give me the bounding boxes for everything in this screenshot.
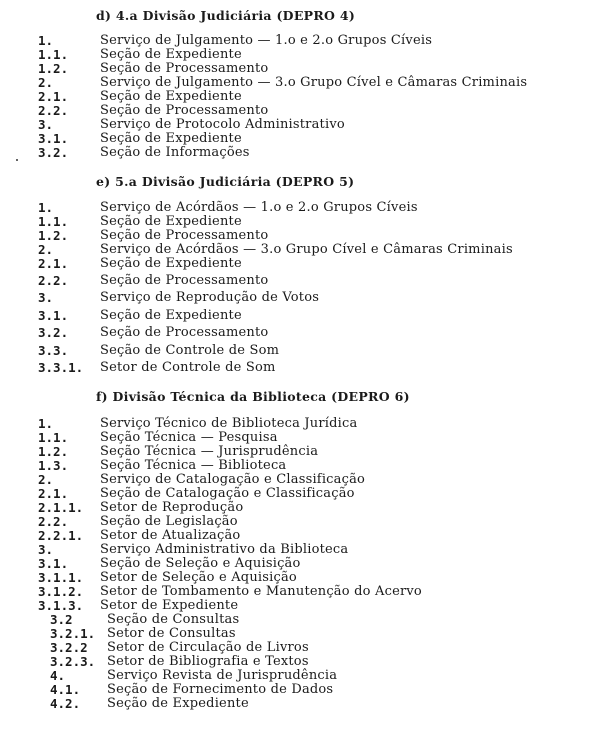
- item-number: 3.2: [50, 612, 73, 627]
- item-text: Seção de Informações: [100, 145, 250, 160]
- item-text: Serviço de Julgamento — 3.o Grupo Cível e Câmaras Criminais: [100, 75, 528, 90]
- item-text: Serviço de Acórdãos — 3.o Grupo Cível e Câmaras Criminais: [100, 242, 513, 257]
- item-number: 1.2.: [38, 228, 69, 243]
- item-text: Setor de Reprodução: [100, 500, 244, 515]
- item-number: 3.: [38, 117, 54, 132]
- item-number: 3.3.: [38, 343, 69, 358]
- item-text: Seção de Expediente: [100, 89, 242, 104]
- item-number: 3.1.: [38, 308, 69, 323]
- item-number: 1.1.: [38, 430, 69, 445]
- item-text: Seção de Fornecimento de Dados: [107, 682, 334, 697]
- item-text: Seção de Seleção e Aquisição: [100, 556, 301, 571]
- item-number: 3.2.1.: [50, 626, 96, 641]
- item-text: Setor de Atualização: [100, 528, 241, 543]
- item-number: 3.1.3.: [38, 598, 84, 613]
- item-number: 2.2.: [38, 514, 69, 529]
- item-number: 2.: [38, 472, 54, 487]
- item-text: Setor de Tombamento e Manutenção do Acervo: [100, 584, 422, 599]
- item-number: 3.: [38, 542, 54, 557]
- item-number: 2.: [38, 242, 54, 257]
- item-text: Serviço Administrativo da Biblioteca: [100, 542, 349, 557]
- item-number: 2.1.1.: [38, 500, 84, 515]
- item-number: 1.1.: [38, 214, 69, 229]
- item-text: Seção de Catalogação e Classificação: [100, 486, 355, 501]
- item-number: 3.1.: [38, 131, 69, 146]
- item-number: 3.2.3.: [50, 654, 96, 669]
- item-text: Serviço de Protocolo Administrativo: [100, 117, 345, 132]
- item-text: Seção de Expediente: [100, 308, 242, 323]
- item-number: 4.1.: [50, 682, 81, 697]
- item-text: Seção de Legislação: [100, 514, 238, 529]
- item-text: Seção Técnica — Pesquisa: [100, 430, 278, 445]
- item-text: Serviço de Catalogação e Classificação: [100, 472, 366, 487]
- item-text: Seção de Expediente: [107, 696, 249, 711]
- item-number: 2.1.: [38, 89, 69, 104]
- item-number: 2.2.1.: [38, 528, 84, 543]
- item-number: 3.1.: [38, 556, 69, 571]
- item-number: 1.: [38, 416, 54, 431]
- item-number: 3.2.: [38, 325, 69, 340]
- item-text: Seção Técnica — Biblioteca: [100, 458, 287, 473]
- item-text: Seção de Consultas: [107, 612, 240, 627]
- item-text: Seção de Expediente: [100, 214, 242, 229]
- scan-speck: [16, 159, 18, 161]
- item-text: Setor de Expediente: [100, 598, 239, 613]
- item-number: 1.2.: [38, 61, 69, 76]
- item-text: Seção de Processamento: [100, 228, 269, 243]
- item-text: Seção de Expediente: [100, 131, 242, 146]
- item-number: 1.: [38, 200, 54, 215]
- item-number: 2.2.: [38, 273, 69, 288]
- item-text: Seção de Processamento: [100, 103, 269, 118]
- item-number: 3.3.1.: [38, 360, 84, 375]
- item-number: 2.1.: [38, 256, 69, 271]
- item-text: Serviço Técnico de Biblioteca Jurídica: [100, 416, 358, 431]
- item-number: 2.: [38, 75, 54, 90]
- item-text: Serviço de Reprodução de Votos: [100, 290, 320, 305]
- item-text: Seção de Processamento: [100, 273, 269, 288]
- item-text: Seção Técnica — Jurisprudência: [100, 444, 319, 459]
- item-number: 2.2.: [38, 103, 69, 118]
- section-heading: e) 5.a Divisão Judiciária (DEPRO 5): [96, 174, 355, 189]
- item-number: 3.2.2: [50, 640, 88, 655]
- section-heading: f) Divisão Técnica da Biblioteca (DEPRO 6): [96, 389, 410, 404]
- item-text: Seção de Expediente: [100, 256, 242, 271]
- item-text: Seção de Controle de Som: [100, 343, 280, 358]
- item-text: Setor de Consultas: [107, 626, 236, 641]
- item-text: Serviço Revista de Jurisprudência: [107, 668, 338, 683]
- item-number: 2.1.: [38, 486, 69, 501]
- item-text: Setor de Seleção e Aquisição: [100, 570, 297, 585]
- item-text: Serviço de Acórdãos — 1.o e 2.o Grupos Cíveis: [100, 200, 418, 215]
- section-heading: d) 4.a Divisão Judiciária (DEPRO 4): [96, 8, 356, 23]
- item-number: 3.1.2.: [38, 584, 84, 599]
- item-text: Setor de Bibliografia e Textos: [107, 654, 309, 669]
- item-number: 4.2.: [50, 696, 81, 711]
- item-text: Setor de Circulação de Livros: [107, 640, 309, 655]
- item-text: Seção de Processamento: [100, 325, 269, 340]
- item-number: 1.2.: [38, 444, 69, 459]
- item-number: 3.: [38, 290, 54, 305]
- item-text: Setor de Controle de Som: [100, 360, 276, 375]
- item-text: Seção de Expediente: [100, 47, 242, 62]
- item-text: Seção de Processamento: [100, 61, 269, 76]
- item-number: 1.3.: [38, 458, 69, 473]
- item-text: Serviço de Julgamento — 1.o e 2.o Grupos Cíveis: [100, 33, 433, 48]
- item-number: 1.: [38, 33, 54, 48]
- item-number: 3.1.1.: [38, 570, 84, 585]
- item-number: 1.1.: [38, 47, 69, 62]
- item-number: 3.2.: [38, 145, 69, 160]
- item-number: 4.: [50, 668, 66, 683]
